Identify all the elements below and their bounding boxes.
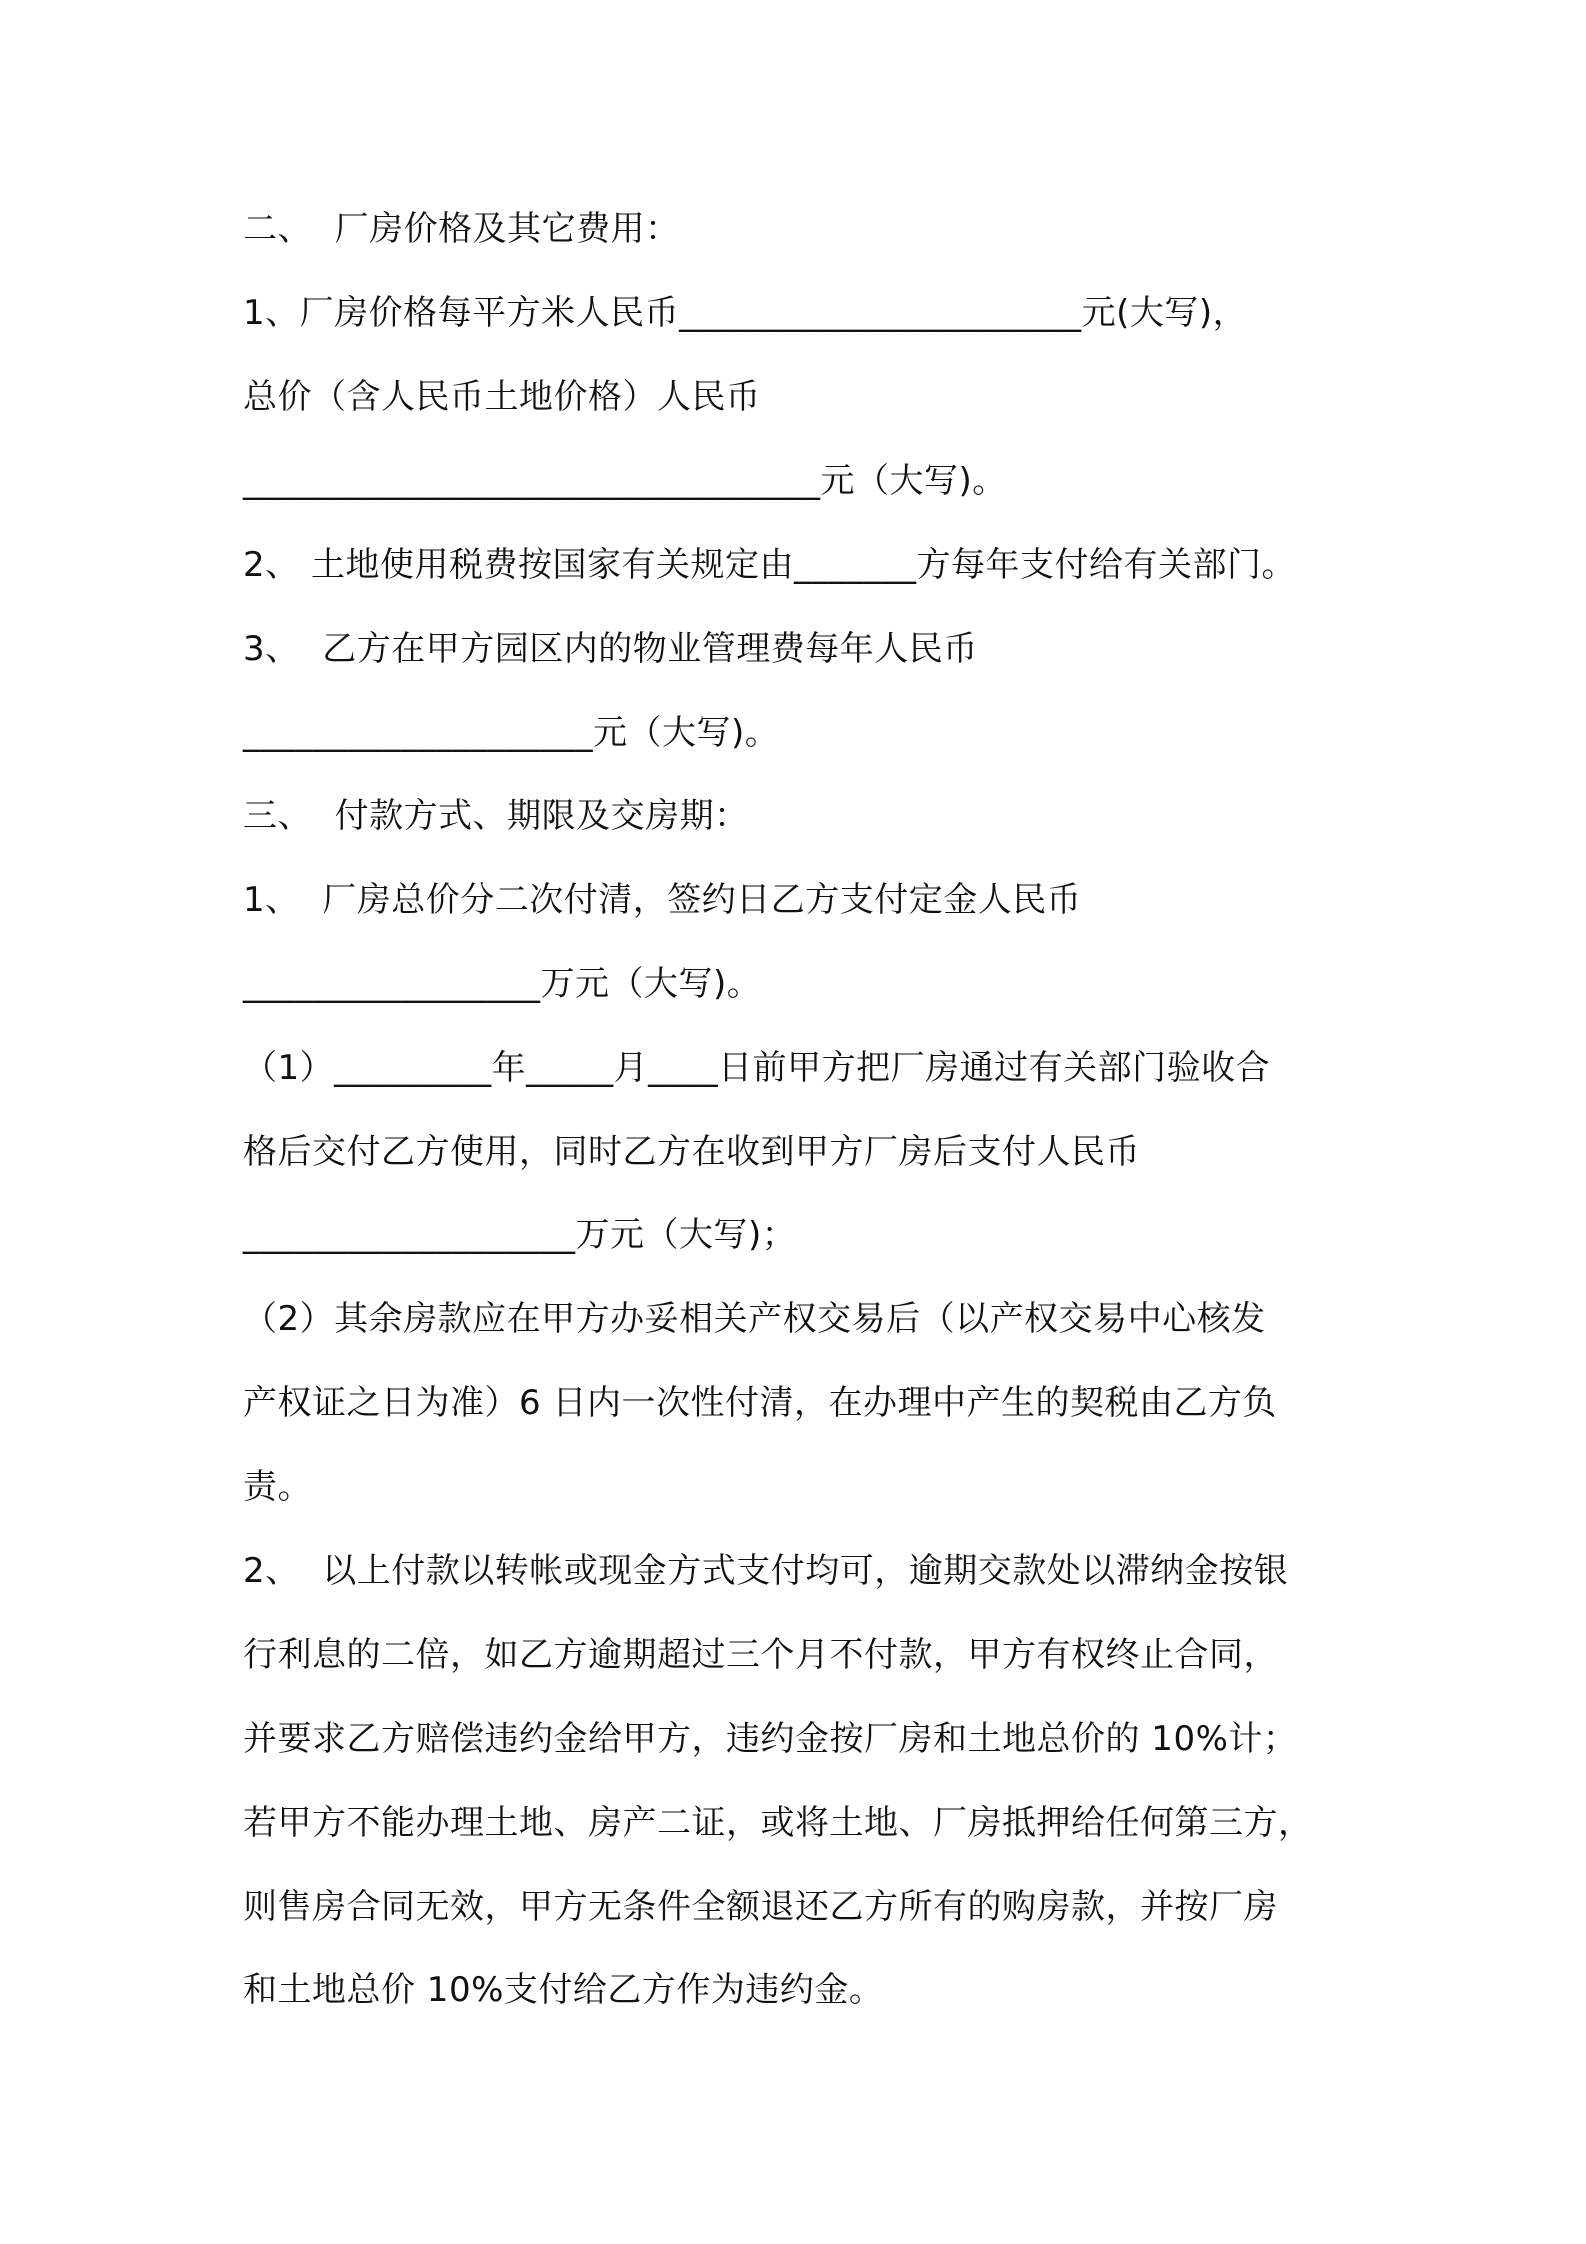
paragraph-line: _________________________________元（大写)。 <box>243 461 1007 501</box>
paragraph-line: 产权证之日为准）6 日内一次性付清，在办理中产生的契税由乙方负 <box>243 1383 1277 1423</box>
paragraph-line: 则售房合同无效，甲方无条件全额退还乙方所有的购房款，并按厂房 <box>243 1887 1278 1927</box>
paragraph-line: ___________________万元（大写)； <box>243 1215 797 1255</box>
paragraph-line: 责。 <box>243 1467 312 1507</box>
paragraph-line: 3、 乙方在甲方园区内的物业管理费每年人民币 <box>243 629 978 669</box>
paragraph-line: 2、 以上付款以转帐或现金方式支付均可，逾期交款处以滞纳金按银 <box>243 1551 1289 1591</box>
section-heading-price: 二、 厂房价格及其它费用： <box>243 209 680 249</box>
paragraph-line: 行利息的二倍，如乙方逾期超过三个月不付款，甲方有权终止合同， <box>243 1635 1278 1675</box>
paragraph-line: （1）_________年_____月____日前甲方把厂房通过有关部门验收合 <box>243 1048 1271 1088</box>
paragraph-line: 和土地总价 10%支付给乙方作为违约金。 <box>243 1970 884 2010</box>
paragraph-line: 若甲方不能办理土地、房产二证，或将土地、厂房抵押给任何第三方， <box>243 1803 1313 1843</box>
section-heading-payment: 三、 付款方式、期限及交房期： <box>243 796 749 836</box>
paragraph-line: 总价（含人民币土地价格）人民币 <box>243 377 761 417</box>
paragraph-line: 并要求乙方赔偿违约金给甲方，违约金按厂房和土地总价的 10%计； <box>243 1719 1298 1759</box>
paragraph-line: ____________________元（大写)。 <box>243 713 780 753</box>
paragraph-line: 1、厂房价格每平方米人民币_______________________元(大写)， <box>243 293 1248 333</box>
paragraph-line: _________________万元（大写)。 <box>243 964 762 1004</box>
paragraph-line: 格后交付乙方使用，同时乙方在收到甲方厂房后支付人民币 <box>243 1132 1140 1172</box>
paragraph-line: 1、 厂房总价分二次付清，签约日乙方支付定金人民币 <box>243 880 1082 920</box>
paragraph-line: （2）其余房款应在甲方办妥相关产权交易后（以产权交易中心核发 <box>243 1299 1266 1339</box>
paragraph-line: 2、 土地使用税费按国家有关规定由_______方每年支付给有关部门。 <box>243 545 1296 585</box>
